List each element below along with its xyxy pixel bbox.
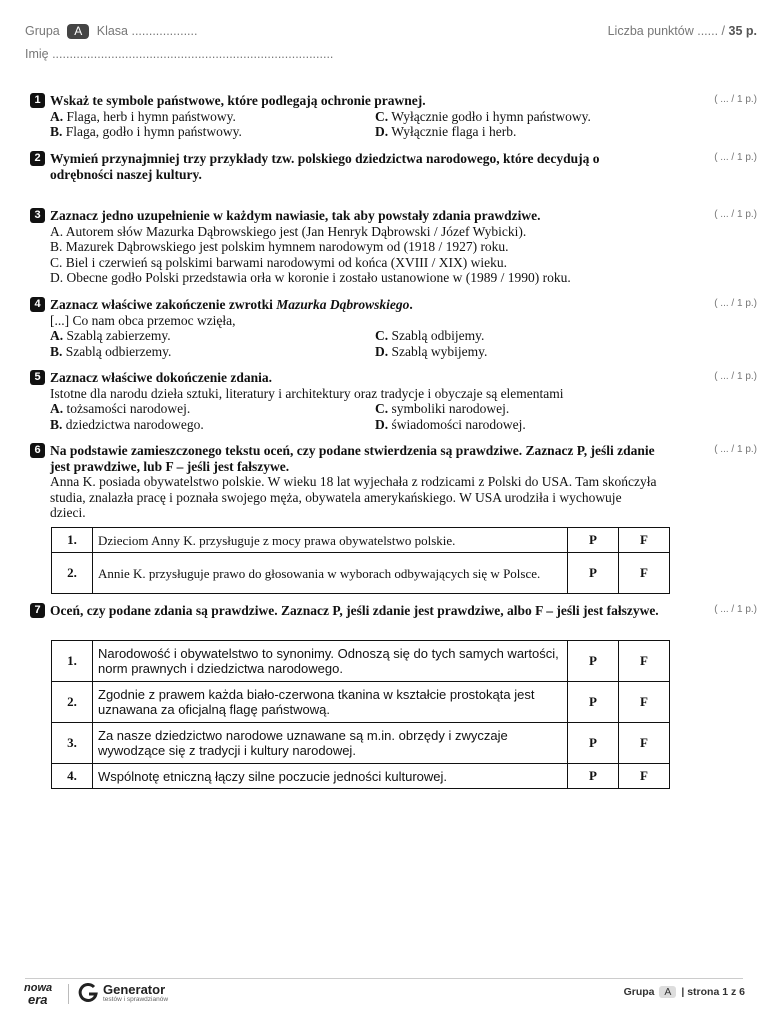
group-label: Grupa (25, 24, 60, 38)
option-b[interactable]: B. dziedzictwa narodowego. (50, 416, 204, 432)
footer-group-label: Grupa (623, 986, 655, 998)
false-cell[interactable]: F (619, 641, 670, 682)
statement-b[interactable]: B. Mazurek Dąbrowskiego jest polskim hymnem narodowym od (1918 / 1927) roku. (50, 239, 509, 255)
points-total: 35 p. (728, 24, 757, 38)
question-number: 3 (30, 208, 45, 223)
class-label: Klasa ................... (96, 24, 198, 38)
row-number: 4. (52, 764, 93, 789)
row-number: 2. (52, 682, 93, 723)
question-1 (30, 93, 730, 140)
question-number: 7 (30, 603, 45, 618)
question-4 (30, 297, 730, 359)
table-row (52, 764, 670, 789)
options-grid (50, 109, 730, 140)
true-false-table-6 (51, 527, 670, 594)
question-title: Na podstawie zamieszczonego tekstu oceń, czy podane stwierdzenia są prawdziwe. Zaznacz P, jeśli zdanie jest prawdziwe, lub F – jeśli jest fałszywe. (50, 443, 655, 474)
option-a[interactable]: A. Flaga, herb i hymn państwowy. (50, 108, 236, 124)
question-title: Zaznacz jedno uzupełnienie w każdym nawiasie, tak aby powstały zdania prawdziwe. (50, 208, 541, 223)
question-3 (30, 208, 730, 286)
true-cell[interactable]: P (568, 553, 619, 594)
false-cell[interactable]: F (619, 764, 670, 789)
points-box-7: ( ... / 1 p.) (714, 604, 757, 615)
logo-separator (68, 984, 69, 1004)
row-statement: Narodowość i obywatelstwo to synonimy. Odnoszą się do tych samych wartości, norm prawnych i dziedzictwa narodowego. (93, 641, 568, 682)
option-b[interactable]: B. Szablą odbierzemy. (50, 343, 172, 359)
points-box-1: ( ... / 1 p.) (714, 94, 757, 105)
question-title: Wskaż te symbole państwowe, które podlegają ochronie prawnej. (50, 93, 426, 108)
question-title: Zaznacz właściwe zakończenie zwrotki Mazurka Dąbrowskiego. (50, 297, 413, 312)
options-grid (50, 401, 730, 432)
points-box-4: ( ... / 1 p.) (714, 298, 757, 309)
table-row (52, 528, 670, 553)
true-cell[interactable]: P (568, 723, 619, 764)
row-number: 1. (52, 528, 93, 553)
false-cell[interactable]: F (619, 528, 670, 553)
option-c[interactable]: C. symboliki narodowej. (375, 401, 510, 417)
question-number: 2 (30, 151, 45, 166)
true-false-table-7 (51, 640, 670, 789)
question-5 (30, 370, 730, 432)
option-d[interactable]: D. Szablą wybijemy. (375, 343, 488, 359)
question-title: Zaznacz właściwe dokończenie zdania. (50, 370, 272, 385)
row-statement: Annie K. przysługuje prawo do głosowania w wyborach odbywających się w Polsce. (93, 553, 568, 594)
statement-a[interactable]: A. Autorem słów Mazurka Dąbrowskiego jest (Jan Henryk Dąbrowski / Józef Wybicki). (50, 223, 527, 239)
option-d[interactable]: D. świadomości narodowej. (375, 416, 526, 432)
generator-title: Generator (103, 982, 166, 997)
option-a[interactable]: A. tożsamości narodowej. (50, 401, 191, 417)
statement-c[interactable]: C. Biel i czerwień są polskimi barwami narodowymi od końca (XVIII / XIX) wieku. (50, 254, 508, 270)
true-cell[interactable]: P (568, 682, 619, 723)
table-row (52, 723, 670, 764)
question-title: Oceń, czy podane zdania są prawdziwe. Zaznacz P, jeśli zdanie jest prawdziwe, albo F – jeśli jest fałszywe. (50, 603, 659, 618)
points-label: Liczba punktów ...... / (607, 24, 726, 38)
option-c[interactable]: C. Szablą odbijemy. (375, 328, 485, 344)
option-b[interactable]: B. Flaga, godło i hymn państwowy. (50, 124, 242, 140)
table-row (52, 553, 670, 594)
row-number: 2. (52, 553, 93, 594)
question-number: 4 (30, 297, 45, 312)
row-statement: Zgodnie z prawem każda biało-czerwona tkanina w kształcie prostokąta jest uznawana za oficjalną flagę państwową. (93, 682, 568, 723)
points-box-5: ( ... / 1 p.) (714, 371, 757, 382)
footer-group-badge: A (659, 986, 676, 998)
question-7 (30, 603, 660, 619)
question-2 (30, 151, 730, 182)
question-title: Wymień przynajmniej trzy przykłady tzw. polskiego dziedzictwa narodowego, które decydują o odrębności naszej kultury. (50, 151, 600, 182)
question-number: 1 (30, 93, 45, 108)
question-intro: Anna K. posiada obywatelstwo polskie. W wieku 18 lat wyjechała z rodzicami z Polski do USA. Tam skończyła studia, znalazła pracę i poznała swojego męża, obywatela amerykańskiego. W USA urodziła i wychowuje dzieci. (50, 474, 657, 521)
footer-page-info (624, 986, 745, 998)
question-number: 6 (30, 443, 45, 458)
question-intro: [...] Co nam obca przemoc wzięła, (50, 312, 236, 328)
generator-g-icon (77, 982, 99, 1004)
option-c[interactable]: C. Wyłącznie godło i hymn państwowy. (375, 108, 591, 124)
page-number: | strona 1 z 6 (681, 986, 745, 998)
true-cell[interactable]: P (568, 528, 619, 553)
nowa-era-logo: nowa era (24, 982, 53, 1007)
options-grid (50, 328, 730, 359)
header-group-line (25, 24, 197, 39)
footer-divider (25, 978, 743, 979)
row-statement: Dzieciom Anny K. przysługuje z mocy prawa obywatelstwo polskie. (93, 528, 568, 553)
false-cell[interactable]: F (619, 553, 670, 594)
header-points (608, 24, 757, 38)
true-cell[interactable]: P (568, 764, 619, 789)
points-box-6: ( ... / 1 p.) (714, 444, 757, 455)
question-6 (30, 443, 660, 521)
row-statement: Za nasze dziedzictwo narodowe uznawane są m.in. obrzędy i zwyczaje wywodzące się z tradycji i kultury narodowej. (93, 723, 568, 764)
group-badge: A (67, 24, 89, 39)
false-cell[interactable]: F (619, 723, 670, 764)
true-cell[interactable]: P (568, 641, 619, 682)
table-row (52, 682, 670, 723)
header-name-line (25, 47, 333, 61)
row-number: 3. (52, 723, 93, 764)
name-label: Imię ................................................................................. (25, 47, 334, 61)
row-statement: Wspólnotę etniczną łączy silne poczucie jedności kulturowej. (93, 764, 568, 789)
question-intro: Istotne dla narodu dzieła sztuki, literatury i architektury oraz tradycje i obyczaje są elementami (50, 385, 564, 401)
points-box-2: ( ... / 1 p.) (714, 152, 757, 163)
statement-d[interactable]: D. Obecne godło Polski przedstawia orła w koronie i zostało ustanowione w (1989 / 1990) roku. (50, 270, 571, 286)
row-number: 1. (52, 641, 93, 682)
generator-subtitle: testów i sprawdzianów (103, 996, 169, 1003)
option-a[interactable]: A. Szablą zabierzemy. (50, 328, 171, 344)
option-d[interactable]: D. Wyłącznie flaga i herb. (375, 124, 517, 140)
table-row (52, 641, 670, 682)
question-number: 5 (30, 370, 45, 385)
false-cell[interactable]: F (619, 682, 670, 723)
points-box-3: ( ... / 1 p.) (714, 209, 757, 220)
